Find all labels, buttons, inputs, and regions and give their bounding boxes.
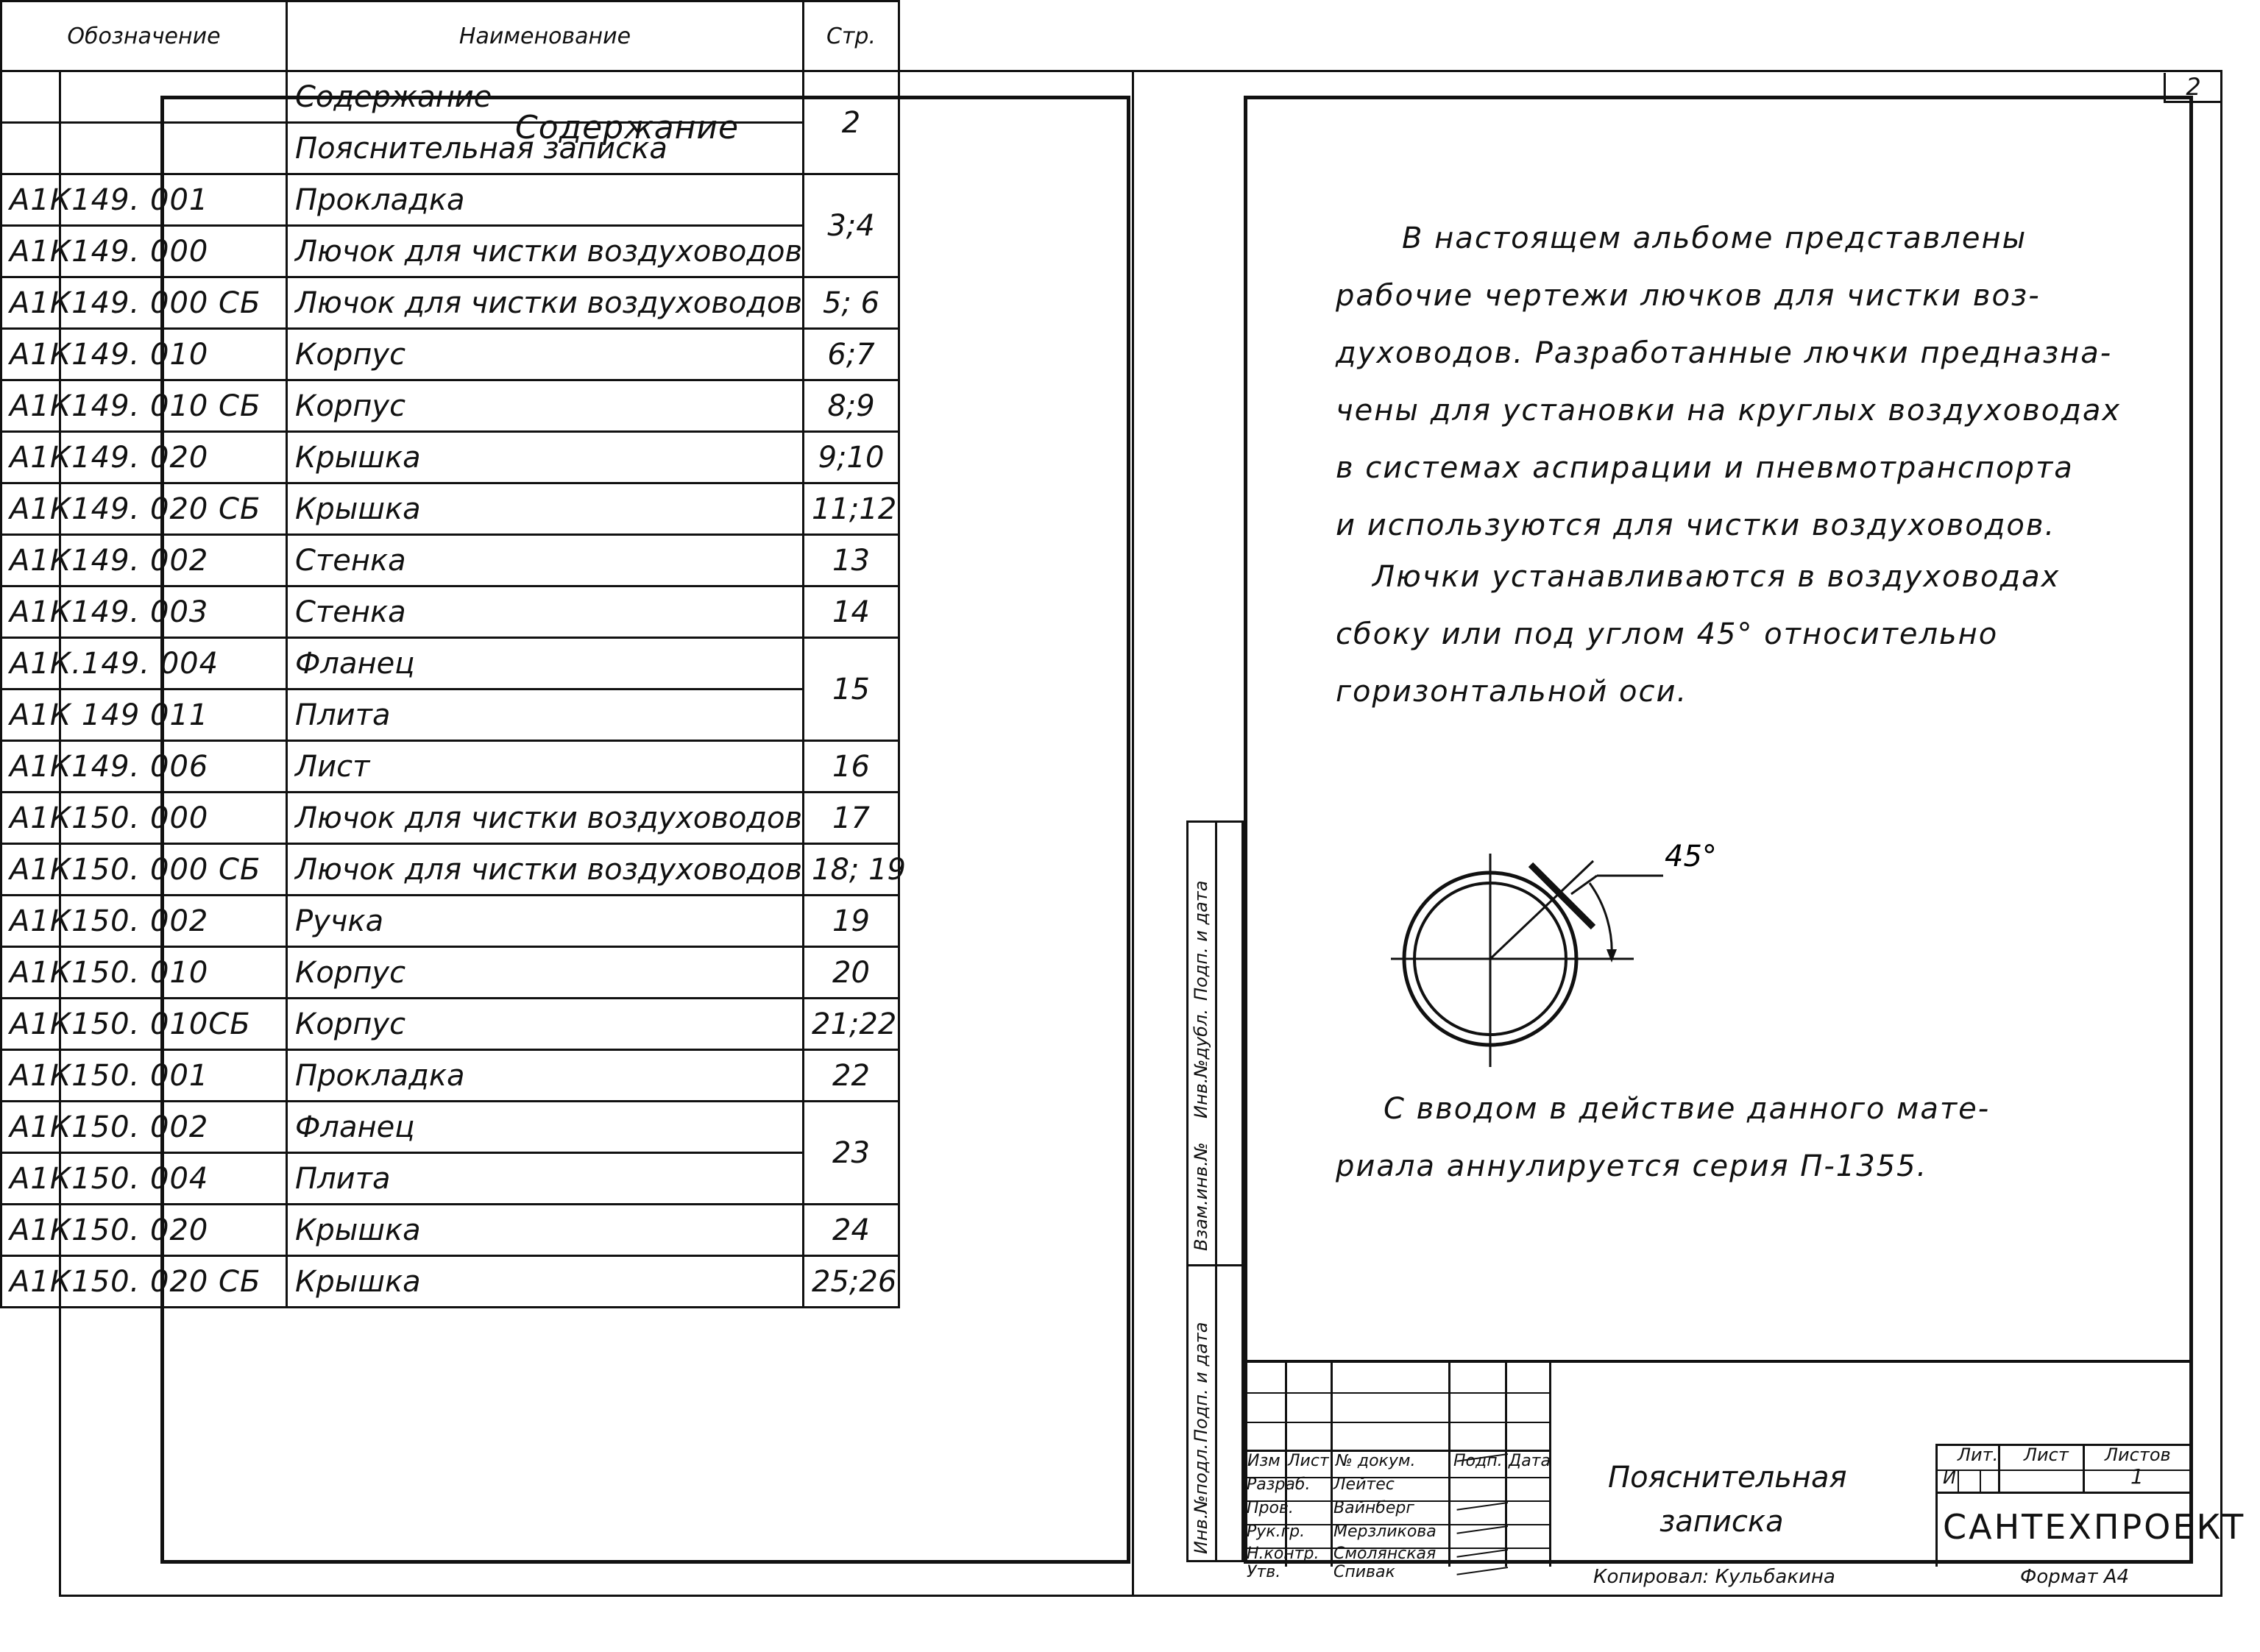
name-cell: Корпус: [287, 380, 804, 432]
tb-col-sign: Подп.: [1453, 1452, 1503, 1470]
tb-col-docnum: № докум.: [1336, 1452, 1416, 1470]
page-cell: 17: [804, 793, 899, 844]
designation-cell: А1К150. 001: [1, 1050, 287, 1102]
page-cell: 19: [804, 896, 899, 947]
name-cell: Стенка: [287, 535, 804, 586]
angle-label: 45°: [1665, 840, 1717, 873]
name-cell: Крышка: [287, 1256, 804, 1308]
designation-cell: А1К149. 001: [1, 174, 287, 226]
contents-header-row: [1, 1, 899, 71]
name-cell: Лист: [287, 741, 804, 793]
tb-col-date: Дата: [1509, 1452, 1551, 1470]
designation-cell: А1К150. 000: [1, 793, 287, 844]
contents-frame: [160, 96, 1130, 1564]
sheet-label: Лист: [2024, 1444, 2069, 1465]
designation-cell: А1К149. 006: [1, 741, 287, 793]
side-label-sign: Подп. и дата: [1191, 1322, 1211, 1442]
page-cell: 11;12: [804, 483, 899, 535]
page-cell: 3;4: [804, 174, 899, 277]
lit-value: И: [1943, 1467, 1956, 1488]
name-cell: Лючок для чистки воздуховодов: [287, 277, 804, 329]
name-cell: Ручка: [287, 896, 804, 947]
sheet-number: 2: [2164, 73, 2221, 103]
page-fold-line: [1132, 70, 1134, 1597]
side-label-inv: Инв.№подл.: [1191, 1443, 1211, 1554]
doc-title-line2: записка: [1659, 1505, 1784, 1539]
tb-col-change: Изм: [1247, 1452, 1280, 1470]
organization-name: САНТЕХПРОЕКТ: [1943, 1507, 2246, 1547]
designation-cell: А1К149. 020 СБ: [1, 483, 287, 535]
note-line: Лючки устанавливаются в воздуховодах: [1372, 560, 2061, 594]
closing-line: риала аннулируется серия П-1355.: [1336, 1149, 1928, 1183]
designation-cell: А1К150. 002: [1, 1102, 287, 1153]
angle-arc: [1590, 883, 1612, 959]
designation-cell: А1К150. 010: [1, 947, 287, 999]
name-header: Наименование: [287, 1, 804, 71]
side-label-sign2: Подп. и дата: [1191, 880, 1211, 1001]
page-cell: 5; 6: [804, 277, 899, 329]
note-line: в системах аспирации и пневмотранспорта: [1336, 451, 2074, 485]
page-cell: 22: [804, 1050, 899, 1102]
page-cell: 9;10: [804, 432, 899, 483]
designation-cell: А1К150. 004: [1, 1153, 287, 1205]
sheets-value: 1: [2130, 1464, 2144, 1489]
name-cell: Стенка: [287, 586, 804, 638]
sheets-label: Листов: [2105, 1444, 2171, 1465]
tb-role: Рук.гр.: [1247, 1522, 1306, 1541]
hatch-angle-diagram: [1391, 832, 1717, 1096]
name-cell: Крышка: [287, 483, 804, 535]
page-header: Стр.: [804, 1, 899, 71]
designation-cell: А1К149. 002: [1, 535, 287, 586]
hatch-plate: [1531, 865, 1593, 927]
note-line: сбоку или под углом 45° относительно: [1336, 617, 1999, 651]
designation-cell: А1К149. 000: [1, 226, 287, 277]
page-cell: 23: [804, 1102, 899, 1205]
tb-role: Н.контр.: [1247, 1545, 1319, 1563]
page-cell: 20: [804, 947, 899, 999]
designation-cell: А1К150. 000 СБ: [1, 844, 287, 896]
designation-header: Обозначение: [1, 1, 287, 71]
designation-cell: А1К149. 020: [1, 432, 287, 483]
designation-cell: А1К149. 003: [1, 586, 287, 638]
tb-person: Лейтес: [1333, 1475, 1395, 1494]
note-line: В настоящем альбоме представлены: [1402, 221, 2027, 255]
name-cell: Фланец: [287, 1102, 804, 1153]
page-cell: 2: [804, 71, 899, 174]
name-cell: Пояснительная записка: [287, 123, 804, 174]
page-cell: 13: [804, 535, 899, 586]
designation-cell: А1К149. 000 СБ: [1, 277, 287, 329]
copied-by: Копировал: Кульбакина: [1593, 1566, 1835, 1588]
angle-arrow: [1607, 949, 1617, 963]
lit-label: Лит.: [1958, 1444, 1999, 1465]
name-cell: Лючок для чистки воздуховодов: [287, 793, 804, 844]
tb-person: Мерзликова: [1333, 1522, 1437, 1541]
name-cell: Содержание: [287, 71, 804, 123]
designation-cell: А1К150. 010СБ: [1, 999, 287, 1050]
tb-person: Смолянская: [1333, 1545, 1437, 1563]
format-label: Формат А4: [2020, 1566, 2130, 1588]
note-line: горизонтальной оси.: [1336, 675, 1688, 709]
note-line: и используются для чистки воздуховодов.: [1336, 508, 2056, 542]
tb-col-sheet: Лист: [1288, 1452, 1329, 1470]
name-cell: Лючок для чистки воздуховодов: [287, 226, 804, 277]
name-cell: Корпус: [287, 999, 804, 1050]
page-cell: 6;7: [804, 329, 899, 380]
designation-cell: А1К.149. 004: [1, 638, 287, 689]
contents-title: Содержание: [515, 109, 740, 146]
note-line: рабочие чертежи лючков для чистки воз-: [1336, 279, 2041, 313]
note-line: духоводов. Разработанные лючки предназна-: [1336, 336, 2113, 370]
doc-title-line1: Пояснительная: [1608, 1461, 1847, 1495]
designation-cell: А1К 149 011: [1, 689, 287, 741]
page-cell: 21;22: [804, 999, 899, 1050]
name-cell: Крышка: [287, 432, 804, 483]
designation-cell: А1К150. 020 СБ: [1, 1256, 287, 1308]
name-cell: Плита: [287, 689, 804, 741]
tb-person: Спивак: [1333, 1563, 1395, 1581]
designation-cell: А1К149. 010 СБ: [1, 380, 287, 432]
name-cell: Крышка: [287, 1205, 804, 1256]
page-cell: 15: [804, 638, 899, 741]
name-cell: Прокладка: [287, 1050, 804, 1102]
designation-cell: А1К150. 002: [1, 896, 287, 947]
name-cell: Корпус: [287, 947, 804, 999]
designation-cell: А1К150. 020: [1, 1205, 287, 1256]
name-cell: Лючок для чистки воздуховодов: [287, 844, 804, 896]
tb-role: Пров.: [1247, 1499, 1294, 1517]
note-line: чены для установки на круглых воздуховодах: [1336, 394, 2122, 428]
side-label-replace: Взам.инв.№: [1191, 1142, 1211, 1251]
page-cell: 14: [804, 586, 899, 638]
name-cell: Плита: [287, 1153, 804, 1205]
page-cell: 8;9: [804, 380, 899, 432]
tb-role: Утв.: [1247, 1563, 1281, 1581]
side-label-dup: Инв.№дубл.: [1191, 1009, 1211, 1119]
page-cell: 18; 19: [804, 844, 899, 896]
closing-line: С вводом в действие данного мате-: [1384, 1092, 1991, 1126]
name-cell: Фланец: [287, 638, 804, 689]
page-cell: 24: [804, 1205, 899, 1256]
page-cell: 16: [804, 741, 899, 793]
name-cell: Корпус: [287, 329, 804, 380]
name-cell: Прокладка: [287, 174, 804, 226]
tb-person: Вайнберг: [1333, 1499, 1414, 1517]
tb-role: Разраб.: [1247, 1475, 1311, 1494]
designation-cell: А1К149. 010: [1, 329, 287, 380]
page-cell: 25;26: [804, 1256, 899, 1308]
